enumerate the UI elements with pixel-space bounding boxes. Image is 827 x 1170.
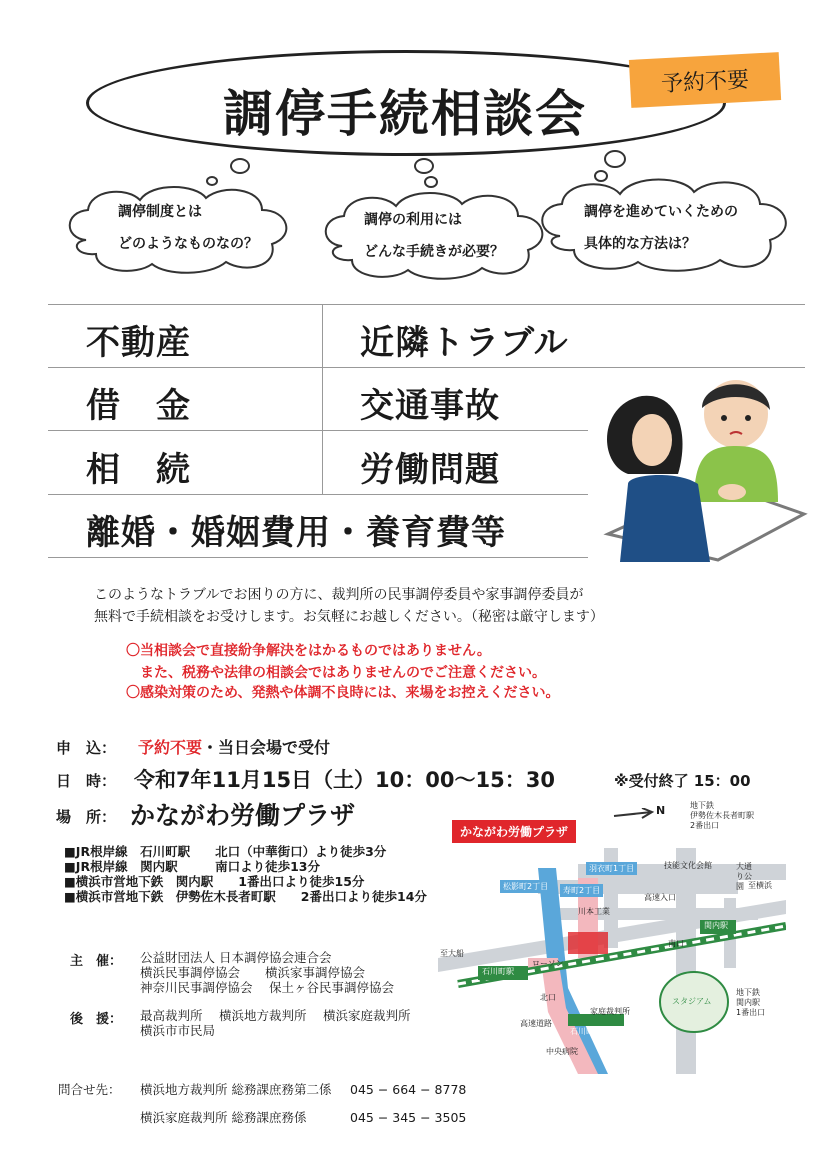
topic-inheritance: 相 続 [86, 450, 191, 490]
topic-neighbor: 近隣トラブル [360, 323, 569, 363]
bubble-dot [414, 158, 434, 174]
no-reservation-badge: 予約不要 [629, 52, 781, 108]
map-label-lawson: ローソン [532, 959, 564, 968]
map-label-kotobuki: 寿町2丁目 [560, 884, 603, 897]
map-label-ishikawacho: 石川町駅 [482, 967, 514, 976]
map-label-taikan: 至大船 [440, 949, 464, 958]
map-label-chuo: 中央病院 [546, 1047, 578, 1056]
divider [48, 367, 805, 368]
people-icon [598, 374, 808, 562]
apply-label: 申 込： [56, 739, 117, 757]
topic-real-estate: 不動産 [86, 323, 191, 363]
map-label-katei: 家庭裁判所 [590, 1007, 630, 1016]
divider [48, 557, 588, 558]
datetime-label: 日 時： [56, 772, 117, 790]
support-label: 後 援： [70, 1012, 123, 1027]
datetime-note: ※受付終了 15：00 [614, 772, 751, 790]
access-list: ■JR根岸線 石川町駅 北口（中華街口）より徒歩3分 ■JR根岸線 関内駅 南口より徒歩13分 ■横浜市営地下鉄 関内駅 1番出口より徒歩15分 ■横浜市営地下鉄 伊勢佐木長者町駅 2番出口より徒歩14分 [64, 844, 427, 904]
page-title: 調停手続相談会 [223, 85, 587, 143]
divider [48, 430, 588, 431]
place-value: かながわ労働プラザ [130, 801, 356, 830]
notice-2: 〇感染対策のため、発熱や体調不良時には、来場をお控えください。 [126, 685, 560, 701]
map-label-kannai-subway: 地下鉄 関内駅 1番出口 [736, 988, 766, 1017]
north-icon: N [656, 804, 666, 817]
topic-divorce: 離婚・婚姻費用・養育費等 [86, 513, 506, 553]
apply-value: 予約不要・当日会場で受付 [138, 738, 331, 757]
map-label-minamiguchi: 南口 [668, 939, 684, 948]
cloud-2-text: 調停の利用には どんな手続きが必要？ [364, 212, 504, 260]
divider [48, 494, 588, 495]
map-label-kosoku: 高速道路 [520, 1019, 552, 1028]
map-label-gijutsu: 技能文化会館 [664, 861, 712, 870]
map-label-matsukage: 松影町2丁目 [500, 880, 551, 893]
map-label-kitaguchi: 北口 [540, 993, 556, 1002]
map-label-isezaki: 地下鉄 伊勢佐木長者町駅 2番出口 [690, 801, 754, 830]
map-label-yokohama: 至横浜 [748, 881, 772, 890]
topic-labor: 労働問題 [360, 450, 500, 490]
cloud-1-text: 調停制度とは どのようなものなの？ [118, 204, 258, 252]
map-label-hagoromo: 羽衣町1丁目 [586, 862, 637, 875]
map-label-odori: 大通り公園 [736, 862, 752, 891]
notice-1: 〇当相談会で直接紛争解決をはかるものではありません。 また、税務や法律の相談会ではありませんのでご注意ください。 [126, 643, 546, 681]
contact-label: 問合せ先： [58, 1082, 121, 1097]
place-label: 場 所： [56, 808, 117, 826]
bubble-dot [604, 150, 626, 168]
contact-tel-2: 045 − 345 − 3505 [350, 1110, 467, 1125]
topic-traffic: 交通事故 [360, 386, 500, 426]
divider-vertical [322, 430, 323, 494]
map-label-kosoku-iriguchi: 高速入口 [644, 893, 676, 902]
support-list: 最高裁判所 横浜地方裁判所 横浜家庭裁判所 横浜市市民局 [140, 1008, 411, 1038]
topic-debt: 借 金 [86, 386, 191, 426]
contact-org-2: 横浜家庭裁判所 総務課庶務係 [140, 1110, 307, 1125]
datetime-value: 令和7年11月15日（土）10：00〜15：30 [134, 768, 555, 792]
contact-tel-1: 045 − 664 − 8778 [350, 1082, 467, 1097]
host-label: 主 催： [70, 954, 123, 969]
bubble-dot [230, 158, 250, 174]
map-label-ishikawa-kita: 石川町駅北口 [570, 1027, 618, 1036]
map-label-stadium: スタジアム [672, 997, 712, 1006]
intro-text: このようなトラブルでお困りの方に、裁判所の民事調停委員や家事調停委員が 無料で手続相談をお受けします。お気軽にお越しください。（秘密は厳守します） [94, 587, 604, 625]
host-list: 公益財団法人 日本調停協会連合会 横浜民事調停協会 横浜家事調停協会 神奈川民事調停協会 保土ヶ谷民事調停協会 [140, 950, 394, 995]
map-label-kawamoto: 川本工業 [578, 907, 610, 916]
map-label-kannai: 関内駅 [704, 921, 728, 930]
contact-org-1: 横浜地方裁判所 総務課庶務第二係 [140, 1082, 332, 1097]
cloud-3-text: 調停を進めていくための 具体的な方法は？ [584, 204, 738, 252]
map-venue-banner: かながわ労働プラザ [452, 820, 576, 843]
divider [48, 304, 805, 305]
divider-vertical [322, 304, 323, 430]
